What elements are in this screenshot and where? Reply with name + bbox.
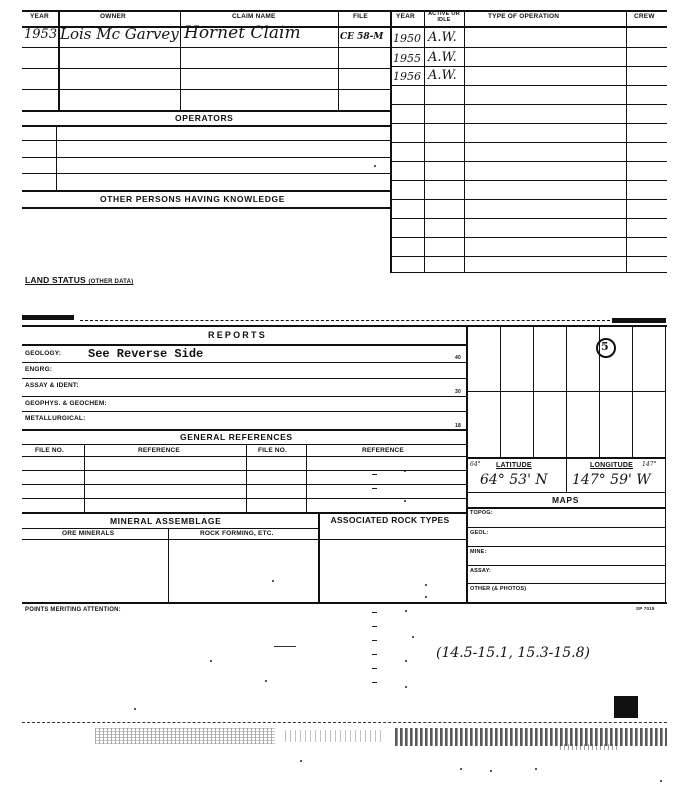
points-note: (14.5-15.1, 15.3-15.8) (436, 645, 590, 661)
latitude-value: 64° 53' N (480, 472, 548, 488)
activity-year-1: 1950 (393, 32, 421, 45)
ref-header-file-no-2: FILE NO. (258, 447, 288, 454)
reports-right-border (466, 325, 468, 602)
header-file: FILE (353, 13, 368, 20)
row-line (22, 89, 390, 90)
scan-noise-band (395, 728, 667, 746)
row-line (22, 528, 319, 529)
row-line (390, 272, 667, 273)
ref-header-file-no-1: FILE NO. (35, 447, 65, 454)
report-code-assay: 30 (455, 389, 461, 395)
section-divider (390, 10, 392, 272)
maps-title: MAPS (552, 495, 579, 505)
col-divider (464, 10, 465, 272)
reports-title: REPORTS (208, 330, 267, 340)
row-line (390, 142, 667, 143)
row-line (22, 157, 390, 158)
row-line (22, 539, 466, 540)
row-line (22, 396, 466, 397)
file-number: CE 58-M (340, 32, 384, 42)
scan-block (614, 696, 638, 718)
row-line (390, 218, 667, 219)
maps-assay: ASSAY: (470, 568, 492, 574)
row-line (22, 173, 390, 174)
grid-line (466, 391, 666, 392)
header-owner: OWNER (100, 13, 126, 20)
other-persons-label: OTHER PERSONS HAVING KNOWLEDGE (100, 194, 286, 204)
report-code-metallurgical: 18 (455, 423, 461, 429)
row-line (22, 444, 466, 445)
ref-header-reference-1: REFERENCE (138, 447, 180, 454)
maps-geol: GEOL: (470, 530, 489, 536)
report-label-engrg: ENGRG: (25, 366, 53, 373)
row-line (22, 411, 466, 412)
col-divider (180, 10, 181, 111)
row-line (390, 85, 667, 86)
row-line (22, 378, 466, 379)
activity-status-1: A.W. (428, 30, 457, 45)
mineral-assemblage-title: MINERAL ASSEMBLAGE (110, 516, 222, 526)
ref-header-reference-2: REFERENCE (362, 447, 404, 454)
activity-year-3: 1956 (393, 70, 421, 83)
row-line (390, 256, 667, 257)
report-label-geophys: GEOPHYS. & GEOCHEM: (25, 400, 107, 407)
lat-long-divider (566, 457, 567, 492)
ore-minerals-label: ORE MINERALS (62, 530, 115, 537)
col-divider (84, 444, 85, 512)
rock-forming-label: ROCK FORMING, ETC. (200, 530, 274, 537)
header-year-activity: YEAR (396, 13, 415, 20)
maps-other: OTHER (& PHOTOS) (470, 586, 527, 592)
row-line (466, 507, 666, 509)
header-year: YEAR (30, 13, 49, 20)
latitude-prefix: 64° (470, 461, 481, 468)
points-label: POINTS MERITING ATTENTION: (25, 607, 121, 613)
section-bottom-border (22, 602, 667, 604)
grid-mark-number: 5 (601, 340, 609, 353)
row-line (390, 66, 667, 67)
maps-topog: TOPOG: (470, 510, 493, 516)
col-divider (338, 10, 339, 111)
activity-status-3: A.W. (428, 68, 457, 83)
operators-label: OPERATORS (175, 113, 234, 123)
scan-artifact (612, 318, 666, 323)
report-label-geology: GEOLOGY: (25, 350, 62, 357)
col-divider (626, 10, 627, 272)
col-divider (306, 444, 307, 512)
col-divider (318, 512, 320, 602)
row-line (390, 161, 667, 162)
report-code-geology: 40 (455, 355, 461, 361)
associated-rock-types-label: ASSOCIATED ROCK TYPES (330, 515, 450, 525)
row-line (22, 456, 466, 457)
row-line (22, 484, 466, 485)
table-top-border (22, 10, 667, 12)
report-label-assay: ASSAY & IDENT: (25, 382, 79, 389)
activity-status-2: A.W. (428, 50, 457, 65)
row-line (390, 180, 667, 181)
grid-line (665, 325, 666, 602)
other-persons-bottom (22, 207, 390, 209)
row-line (390, 199, 667, 200)
reports-title-bottom (22, 344, 467, 346)
row-line (22, 68, 390, 69)
geology-value: See Reverse Side (88, 347, 204, 361)
owner-name: Lois Mc Garvey (60, 25, 179, 43)
col-divider (246, 444, 247, 512)
row-line (22, 140, 390, 141)
longitude-label: LONGITUDE (590, 462, 634, 469)
row-line (466, 492, 666, 493)
activity-year-2: 1955 (393, 52, 421, 65)
maps-mine: MINE: (470, 549, 487, 555)
row-line (390, 123, 667, 124)
row-line (466, 546, 666, 547)
owner-year: 1953 (24, 27, 58, 42)
row-line (390, 104, 667, 105)
scan-artifact (22, 315, 74, 320)
report-label-metallurgical: METALLURGICAL: (25, 415, 86, 422)
col-divider (168, 528, 169, 602)
row-line (390, 47, 667, 48)
longitude-value: 147° 59' W (572, 472, 651, 488)
row-line (22, 429, 466, 431)
header-type-of-operation: TYPE OF OPERATION (488, 13, 560, 20)
row-line (390, 237, 667, 238)
scan-artifact (80, 320, 610, 321)
land-status-label: LAND STATUS (OTHER DATA) (25, 275, 134, 285)
claim-name: Hornet Claim (184, 23, 301, 43)
scan-noise-band (285, 730, 385, 742)
operators-bottom (22, 125, 390, 127)
col-divider (424, 10, 425, 272)
row-line (22, 362, 466, 363)
row-line (22, 512, 466, 514)
header-active-idle: ACTIVE OR IDLE (428, 11, 460, 24)
row-line (22, 47, 390, 48)
row-line (22, 190, 390, 192)
scan-noise-band (95, 728, 275, 744)
row-line (22, 110, 390, 112)
latitude-label: LATITUDE (496, 462, 532, 469)
general-references-title: GENERAL REFERENCES (180, 432, 293, 442)
form-number: SP 7015 (636, 606, 655, 611)
row-line (466, 583, 666, 584)
header-crew: CREW (634, 13, 655, 20)
header-claim-name: CLAIM NAME (232, 13, 276, 20)
row-line (466, 527, 666, 528)
longitude-suffix: 147° (642, 461, 657, 468)
row-line (466, 565, 666, 566)
row-line (22, 498, 466, 499)
row-line (22, 470, 466, 471)
